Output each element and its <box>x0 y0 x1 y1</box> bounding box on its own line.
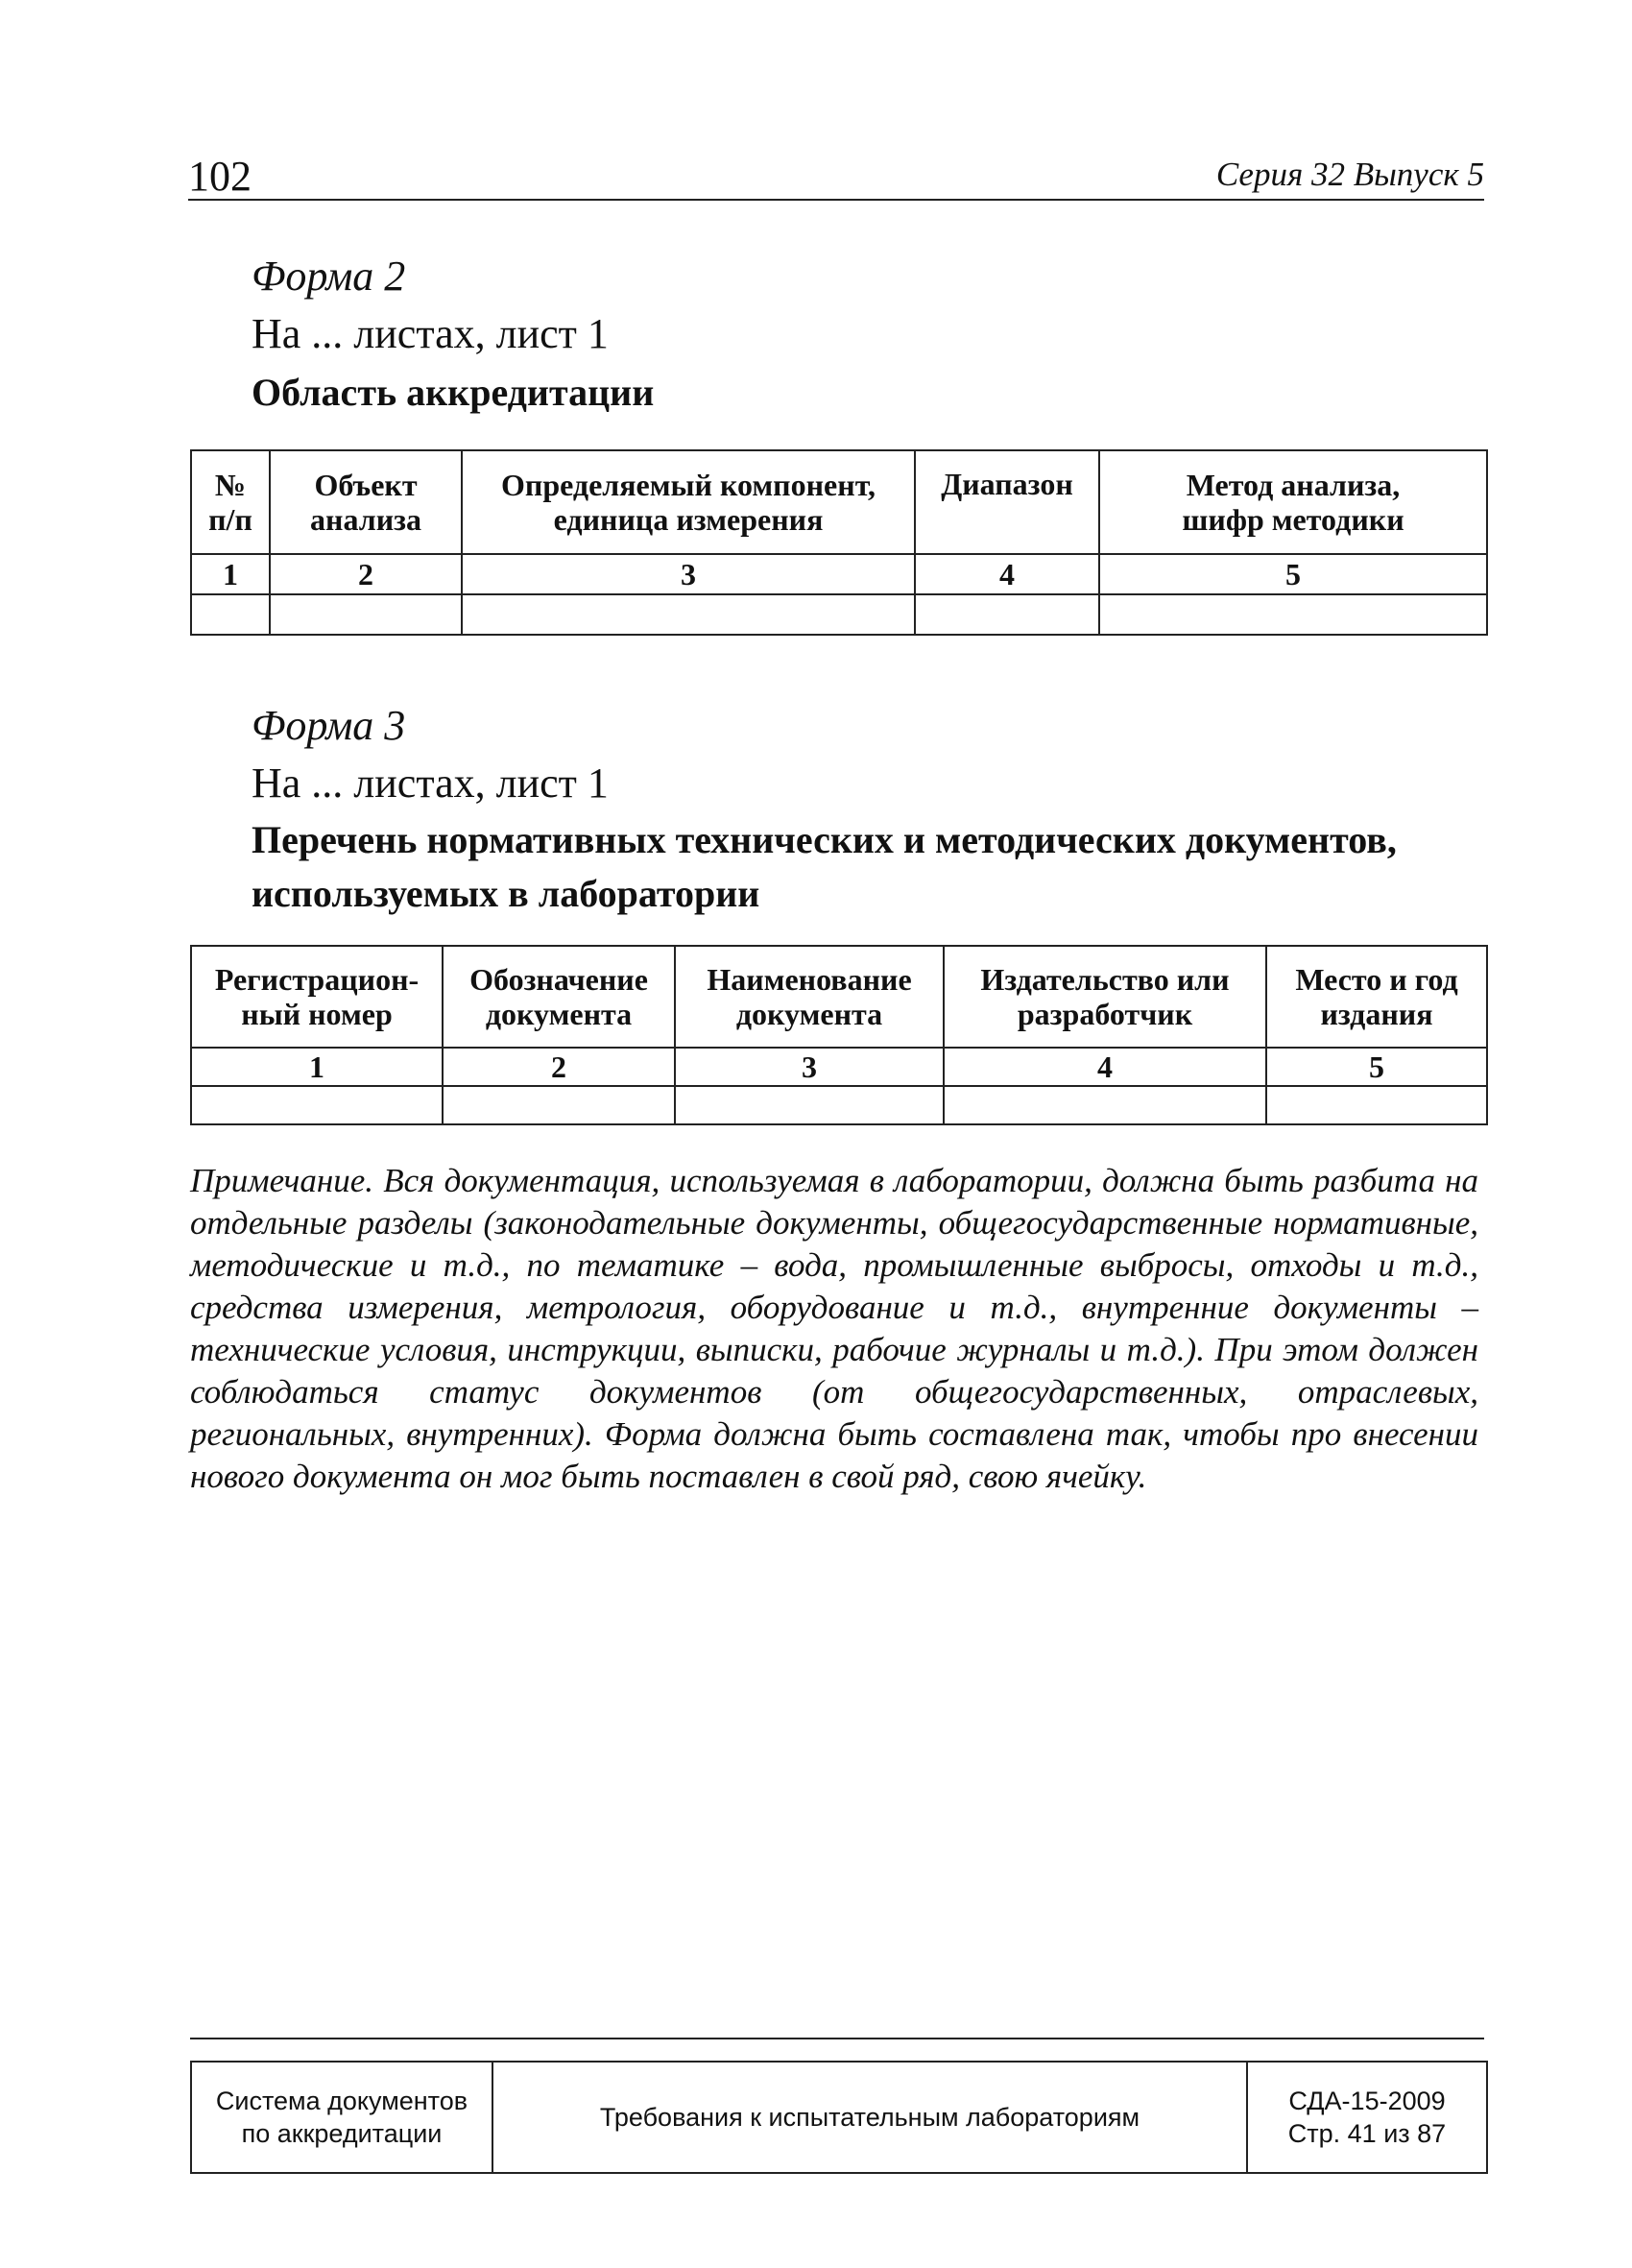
footer-rule <box>190 2038 1484 2039</box>
form3-num-cell: 4 <box>944 1048 1266 1086</box>
form2-num-cell: 3 <box>462 554 915 594</box>
form3-col-publisher: Издательство или разработчик <box>944 946 1266 1048</box>
footer-system-cell: Система документов по аккредитации <box>191 2062 492 2173</box>
form2-table <box>190 449 1488 636</box>
form2-col-component: Определяемый компонент, единица измерения <box>462 450 915 554</box>
form2-num-cell: 2 <box>270 554 462 594</box>
form3-col-place-year: Место и год издания <box>1266 946 1487 1048</box>
footer-doc-cell: СДА-15-2009 Стр. 41 из 87 <box>1247 2062 1487 2173</box>
series-label: Серия 32 Выпуск 5 <box>1215 156 1484 193</box>
form2-empty-cell[interactable] <box>191 594 270 635</box>
form3-col-name: Наименование документа <box>675 946 944 1048</box>
form3-heading-line1: Перечень нормативных технических и методических документов, <box>252 818 1397 861</box>
form2-col-number: № п/п <box>191 450 270 554</box>
form3-empty-cell[interactable] <box>443 1086 675 1124</box>
form3-empty-row <box>191 1086 1487 1124</box>
form3-empty-cell[interactable] <box>675 1086 944 1124</box>
form2-num-cell: 1 <box>191 554 270 594</box>
form3-num-cell: 3 <box>675 1048 944 1086</box>
form3-table <box>190 945 1488 1125</box>
form3-num-cell: 5 <box>1266 1048 1487 1086</box>
form2-empty-row <box>191 594 1487 635</box>
footer-table <box>190 2061 1488 2174</box>
form2-num-cell: 5 <box>1099 554 1487 594</box>
form2-col-method: Метод анализа, шифр методики <box>1099 450 1487 554</box>
form3-empty-cell[interactable] <box>191 1086 443 1124</box>
header-rule <box>188 199 1484 201</box>
form3-col-reg-number: Регистрацион- ный номер <box>191 946 443 1048</box>
form3-empty-cell[interactable] <box>944 1086 1266 1124</box>
form3-empty-cell[interactable] <box>1266 1086 1487 1124</box>
note-paragraph: Примечание. Вся документация, используемая в лаборатории, должна быть разбита на отдельные разделы (законодательные документы, общегосударственные нормативные, методические и т.д., по тематике – вода, промышленные выбросы, отходы и т.д., средства измерения, метрология, оборудование и т.д., внутренние документы – технические условия, инструкции, выписки, рабочие журналы и т.д.). При этом должен соблюдаться статус документов (от общегосударственных, отраслевых, региональных, внутренних). Форма должна быть составлена так, чтобы про внесении нового документа он мог быть поставлен в свой ряд, свою ячейку. <box>190 1162 1478 1495</box>
form3-num-cell: 1 <box>191 1048 443 1086</box>
form3-header-row <box>191 946 1487 1048</box>
form3-number-row <box>191 1048 1487 1086</box>
form3-sheets: На ... листах, лист 1 <box>252 760 609 807</box>
form2-empty-cell[interactable] <box>1099 594 1487 635</box>
form3-col-designation: Обозначение документа <box>443 946 675 1048</box>
page-number: 102 <box>188 153 252 200</box>
form2-empty-cell[interactable] <box>270 594 462 635</box>
form3-title: Форма 3 <box>252 702 406 749</box>
form2-header-row <box>191 450 1487 554</box>
form2-empty-cell[interactable] <box>462 594 915 635</box>
form2-col-range: Диапазон <box>915 450 1099 554</box>
footer-title-cell: Требования к испытательным лабораториям <box>492 2062 1247 2173</box>
form2-col-object: Объект анализа <box>270 450 462 554</box>
form3-num-cell: 2 <box>443 1048 675 1086</box>
form2-title: Форма 2 <box>252 253 406 300</box>
form2-sheets: На ... листах, лист 1 <box>252 310 609 357</box>
form3-heading-line2: используемых в лаборатории <box>252 872 760 915</box>
form2-heading: Область аккредитации <box>252 371 655 414</box>
form2-num-cell: 4 <box>915 554 1099 594</box>
form2-empty-cell[interactable] <box>915 594 1099 635</box>
form2-number-row <box>191 554 1487 594</box>
